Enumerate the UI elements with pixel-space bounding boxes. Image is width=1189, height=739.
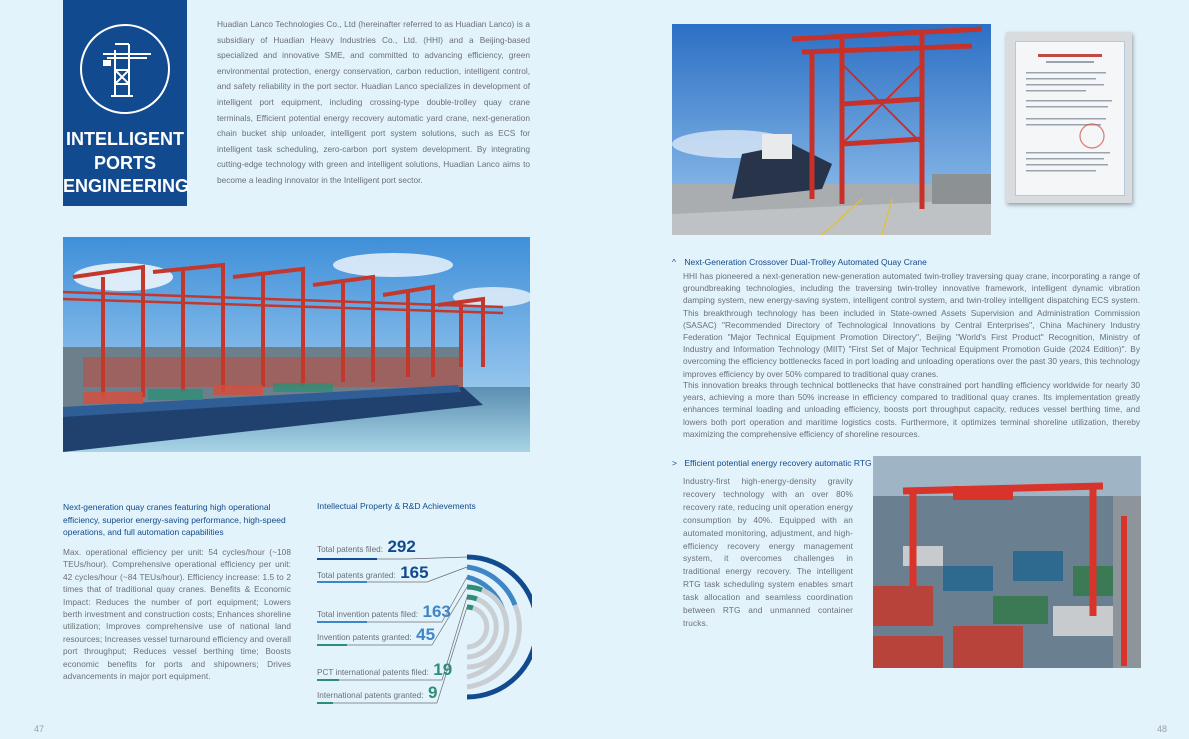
ip-label: PCT international patents filed: bbox=[317, 668, 429, 677]
crane-icon-circle bbox=[80, 24, 170, 114]
ip-value: 45 bbox=[416, 625, 436, 644]
ip-item-invention-granted bbox=[317, 625, 435, 645]
dual-trolley-crane-photo bbox=[672, 24, 991, 235]
ip-label: Total patents filed: bbox=[317, 545, 383, 554]
certificate-text-lines bbox=[1016, 42, 1124, 195]
title-line-3: ENGINEERING bbox=[63, 176, 190, 196]
ip-label: Invention patents granted: bbox=[317, 633, 412, 642]
title-line-2: PORTS bbox=[93, 152, 156, 173]
crane-text-1: HHI has pioneered a next-generation new-generation automated twin-trolley traversing quay crane, incorporating a range of groundbreaking technologies, including the traversing twin-trolley innovative framework, intelligent dynamic vibration damping system, new energy-saving system, intelligent control system, and twin-trolley intelligent dispatching ECS system. This breakthrough technology has been included in State-owned Assets Supervision and Administration Commission (SASAC) "Recommended Directory of Technological Innovations by Central Enterprises", China Machinery Industry Federation "Major Technical Equipment Promotion Directory", Beijing "World's First Product" Recognition, Ministry of Industry and Information Technology (MIIT) "First Set of Major Technical Equipment Promotion Guide (2024 Edition)". By overcoming the efficiency bottlenecks faced in port loading and unloading operations over the past 30 years, this technology improves efficiency by over 50% compared to traditional quay cranes. bbox=[683, 271, 1140, 379]
arc-intl-granted bbox=[467, 607, 473, 608]
ip-label: Total patents granted: bbox=[317, 571, 396, 580]
chevron-right-icon: > bbox=[672, 458, 677, 468]
ip-value: 165 bbox=[400, 563, 429, 582]
ip-value: 19 bbox=[433, 660, 453, 679]
intro-paragraph: Huadian Lanco Technologies Co., Ltd (hereinafter referred to as Huadian Lanco) is a subsidiary of Huadian Heavy Industries Co., Ltd. (HHI) and a Beijing-based specialized and innovative SME, and committed to advancing efficiency, green environmental protection, energy conservation, carbon reduction, intelligent control, and safety reliability in the port sector. Huadian Lanco specializes in development of intelligent port equipment, including crossing-type double-trolley quay crane terminals, Efficient potential energy recovery automatic yard crane, next-generation chain bucket ship unloader, intelligent port system solutions, such as ECS for intelligent task scheduling, zero-carbon port system development. By integrating cutting-edge technology with green and intelligent solutions, Huadian Lanco aims to become a leading innovator in the Intelligent port sector. bbox=[217, 19, 530, 185]
ip-value: 163 bbox=[422, 602, 451, 621]
ip-label: International patents granted: bbox=[317, 691, 424, 700]
page-number-left: 47 bbox=[34, 724, 45, 734]
ip-item-invention-filed bbox=[317, 602, 451, 622]
ip-item-intl-granted bbox=[317, 683, 437, 703]
page-number-right: 48 bbox=[1157, 724, 1168, 734]
ip-value: 292 bbox=[387, 537, 416, 556]
ip-value: 9 bbox=[427, 683, 438, 702]
rtg-text: Industry-first high-energy-density gravity recovery technology with an over 80% recovery rate, reducing unit operation energy consumption by 40%. Equipped with an automated monitoring, adjustment, and high-efficiency recovery energy management system, it overcomes challenges in traditional energy recovery. The intelligent RTG task scheduling system enables smart task allocation and seamless coordination between RTG and unmanned container trucks. bbox=[683, 476, 853, 628]
rtg-heading-text: Efficient potential energy recovery automatic RTG bbox=[684, 458, 872, 468]
chevron-up-icon: ^ bbox=[672, 257, 676, 267]
crane-icon bbox=[101, 40, 153, 98]
crane-heading-text: Next-Generation Crossover Dual-Trolley Automated Quay Crane bbox=[684, 257, 927, 267]
ip-item-pct-filed bbox=[317, 660, 452, 680]
rtg-section-heading bbox=[672, 457, 872, 470]
page-title bbox=[63, 128, 190, 199]
quay-crane-photo bbox=[63, 237, 530, 452]
certificate-frame bbox=[1006, 32, 1132, 203]
quay-crane-text: Max. operational efficiency per unit: 54 cycles/hour (~108 TEUs/hour). Comprehensive operational efficiency per unit: 42 cycles/hour (~84 TEUs/hour). Efficiency increase: 1.5 to 2 times that of traditional quay cranes. Benefits & Economic Impact: Reduces the number of port equipment; Lowers berth investment and construction costs; Enhances shoreline utilization; Improves comprehensive use of national land resources; Increases vessel turnaround efficiency and overall port throughput; Reduces vessel berthing time; Boosts economic benefits for ports and shipowners; Drives advancements in major port equipment. bbox=[63, 547, 291, 682]
certificate-document bbox=[1015, 41, 1125, 196]
quay-crane-heading: Next-generation quay cranes featuring high operational efficiency, superior energy-saving performance, high-speed operations, and full automation capabilities bbox=[63, 502, 286, 538]
crane-text-2: This innovation breaks through technical bottlenecks that have constrained port handling efficiency worldwide for nearly 30 years, achieving a more than 50% increase in efficiency compared to traditional quay cranes. Its implementation greatly enhances terminal loading and unloading efficiency, boosts port throughput capacity, reduces vessel berthing time, and lowers both port operation and maritime logistics costs. Furthermore, it optimizes terminal shoreline utilization, thereby maximizing the comprehensive efficiency of shoreline resources. bbox=[683, 380, 1140, 439]
arc-pct-filed bbox=[467, 597, 477, 599]
ip-item-total-filed bbox=[317, 537, 416, 557]
crane-section-heading bbox=[672, 256, 927, 269]
arc-invention-granted bbox=[467, 587, 482, 590]
title-line-1: INTELLIGENT bbox=[66, 129, 184, 149]
ip-heading: Intellectual Property & R&D Achievements bbox=[317, 501, 476, 511]
rtg-yard-photo bbox=[873, 456, 1141, 668]
ip-item-total-granted bbox=[317, 563, 429, 583]
ip-label: Total invention patents filed: bbox=[317, 610, 419, 619]
